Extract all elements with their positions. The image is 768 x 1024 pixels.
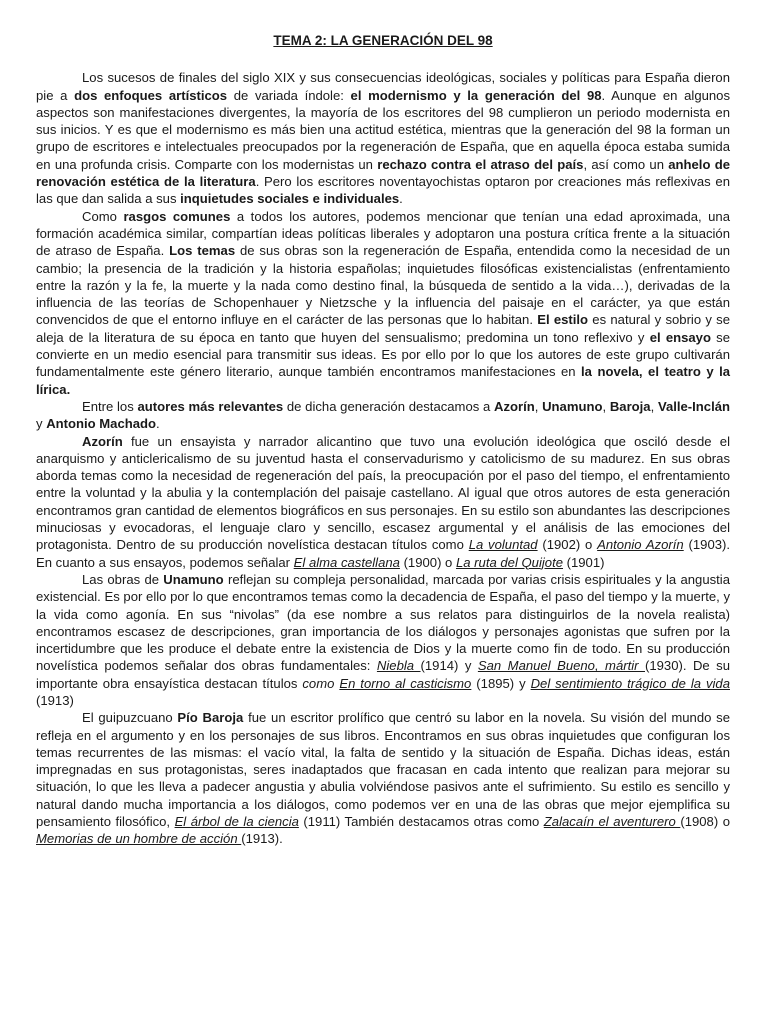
emphasis-text: Unamuno [542, 398, 603, 414]
body-text: (1913). [241, 831, 283, 847]
paragraph [36, 571, 730, 709]
emphasis-text: Azorín [494, 398, 535, 414]
emphasis-text: Antonio Machado [46, 416, 157, 432]
paragraph [36, 208, 730, 398]
emphasis-text: Antonio Azorín [597, 537, 684, 553]
body-text: (1930). De su importante obra ensayística destacan títulos [36, 658, 731, 691]
body-text: es natural y sobrio y se aleja de la literatura de su época en tanto que huyen del sensualismo; predomina un tono reflexivo y [36, 312, 731, 345]
body-text: . [399, 191, 403, 207]
body-text: fue un escritor prolífico que centró su labor en la novela. Su visión del mundo se refleja en el argumento y en los personajes de sus libros. Encontramos en sus obras inquietudes que configuran los temas recurrentes de las mismas: el vacío vital, la falta de sentido y la situación de España. Dichas ideas, están impregnadas en sus protagonistas, seres inadaptados que fracasan en cada intento que realizan para mejorar su situación, lo que les lleva a padecer angustia y abulia volviéndose pasivos ante el sufrimiento. Su estilo es sencillo y natural dando mucha importancia a los diálogos, como podemos ver en una de las obras que mejor ejemplifica su pensamiento filosófico, [36, 710, 730, 830]
body-text: de variada índole: [227, 87, 351, 103]
emphasis-text: como [302, 675, 340, 691]
body-text: (1903). En cuanto a sus ensayos, podemos señalar [36, 537, 731, 570]
paragraph [36, 398, 730, 433]
body-text: fue un ensayista y narrador alicantino que tuvo una evolución ideológica que osciló desde el anarquismo y anticlericalismo de su juventud hasta el conservadurismo y catolicismo de su madurez. En sus obras aborda temas como la necesidad de regeneración del país, la preocupación por el paso del tiempo, el enfrentamiento entre la voluntad y la abulia y la contemplación del paisaje castellano. Al igual que otros autores de esta generación encontramos gran cantidad de elementos biográficos en sus personajes. En su estilo son abundantes las descripciones minuciosas y evocadoras, el lenguaje claro y sencillo, escasez argumental y el análisis de las emociones del protagonista. Dentro de su producción novelística destacan títulos como [36, 433, 730, 553]
emphasis-text: El estilo [537, 312, 589, 328]
paragraph [36, 433, 730, 571]
emphasis-text: Zalacaín el aventurero [543, 814, 681, 830]
emphasis-text: El alma castellana [293, 554, 400, 570]
emphasis-text: La ruta del Quijote [455, 554, 563, 570]
paragraph [36, 709, 730, 847]
emphasis-text: San Manuel Bueno, mártir [477, 658, 645, 674]
emphasis-text: Baroja [609, 398, 651, 414]
body-text: y [36, 416, 47, 432]
emphasis-text: Del sentimiento trágico de la vida [530, 675, 730, 691]
emphasis-text: Los temas [169, 243, 236, 259]
body-text: , [650, 398, 658, 414]
body-text: . Aunque en algunos aspectos son manifestaciones divergentes, la mayoría de los escritores del 98 cumplieron un periodo modernista en sus inicios. Y es que el modernismo es más bien una actitud estética, mientras que la generación del 98 la forman un grupo de escritores e intelectuales preocupados por la regeneración de España, que en aquella época estaba sumida en una profunda crisis. Comparte con los modernistas un [36, 87, 730, 172]
emphasis-text: El árbol de la ciencia [174, 814, 299, 830]
body-text: (1908) o [680, 814, 730, 830]
body-text: a todos los autores, podemos mencionar que tenían una edad aproximada, una formación académica similar, compartían ideas políticas liberales y adoptaron una postura crítica frente a la situación de atraso de España. [36, 208, 730, 259]
emphasis-text: Valle-Inclán [657, 398, 731, 414]
body-text: . Pero los escritores noventayochistas optaron por creaciones más reflexivas en las que dan salida a sus [36, 174, 730, 207]
document-body [36, 69, 730, 847]
emphasis-text: En torno al casticismo [339, 675, 472, 691]
body-text: (1914) y [420, 658, 478, 674]
body-text: , así como un [583, 156, 669, 172]
body-text: (1901) [563, 554, 605, 570]
emphasis-text: autores más relevantes [137, 398, 284, 414]
body-text: de dicha generación destacamos a [283, 398, 494, 414]
body-text: (1913) [36, 692, 74, 708]
emphasis-text: Azorín [82, 433, 123, 449]
body-text: (1900) o [399, 554, 456, 570]
body-text: , [534, 398, 543, 414]
document-page [36, 32, 730, 848]
emphasis-text: La voluntad [468, 537, 538, 553]
document-title: TEMA 2: LA GENERACIÓN DEL 98 [273, 33, 493, 48]
body-text: de sus obras son la regeneración de España, entendida como la necesidad de un cambio; la presencia de la tradición y la historia españolas; inquietudes filosóficas existencialistas (enfrentamiento entre la razón y la fe, la muerte y la nada como destino final, la búsqueda de sentido a la vida…), derivadas de la influencia de las teorías de Schopenhauer y Nietzsche y la influencia del paisaje en el carácter, ya que están convencidos de que el entorno influye en el carácter de las personas que lo habitan. [36, 243, 731, 328]
emphasis-text: Niebla [376, 658, 421, 674]
emphasis-text: Memorias de un hombre de acción [36, 831, 242, 847]
emphasis-text: rechazo contra el atraso del país [377, 156, 584, 172]
body-text: Los sucesos de finales del siglo XIX y sus consecuencias ideológicas, sociales y políticas para España dieron pie a [36, 70, 730, 103]
emphasis-text: el ensayo [649, 329, 711, 345]
paragraph [36, 69, 730, 207]
body-text: Entre los [82, 398, 138, 414]
emphasis-text: rasgos comunes [123, 208, 231, 224]
body-text: . [156, 416, 160, 432]
emphasis-text: el modernismo y la generación del 98 [350, 87, 602, 103]
body-text: (1895) y [471, 675, 531, 691]
body-text: Como [82, 208, 124, 224]
body-text: (1902) o [537, 537, 598, 553]
body-text: , [602, 398, 610, 414]
emphasis-text: dos enfoques artísticos [74, 87, 228, 103]
emphasis-text: la novela, el teatro y la lírica. [36, 364, 730, 397]
emphasis-text: anhelo de renovación estética de la literatura [36, 156, 730, 190]
body-text: Las obras de [82, 571, 164, 587]
body-text: (1911) También destacamos otras como [298, 814, 544, 830]
emphasis-text: inquietudes sociales e individuales [180, 191, 400, 207]
body-text: reflejan su compleja personalidad, marcada por varias crisis espirituales y la angustia existencial. Es por ello por lo que encontramos temas como la decadencia de España, el paso del tiempo y la muerte, y la vida como agonía. En sus “nivolas” (da ese nombre a sus relatos para distinguirlos de la novela realista) encontramos escasez de descripciones, gran importancia de los diálogos y personajes agonistas que sufren por la incertidumbre que les produce el debate entre la existencia de Dios y la muerte como fin de todo. En su producción novelística podemos señalar dos obras fundamentales: [36, 571, 730, 674]
body-text: se convierte en un medio esencial para transmitir sus ideas. Es por ello por lo que los autores de este grupo cultivarán fundamentalmente este género literario, aunque también encontramos manifestaciones en [36, 329, 731, 380]
emphasis-text: Unamuno [163, 571, 224, 587]
body-text: El guipuzcuano [82, 710, 178, 726]
emphasis-text: Pío Baroja [177, 710, 244, 726]
